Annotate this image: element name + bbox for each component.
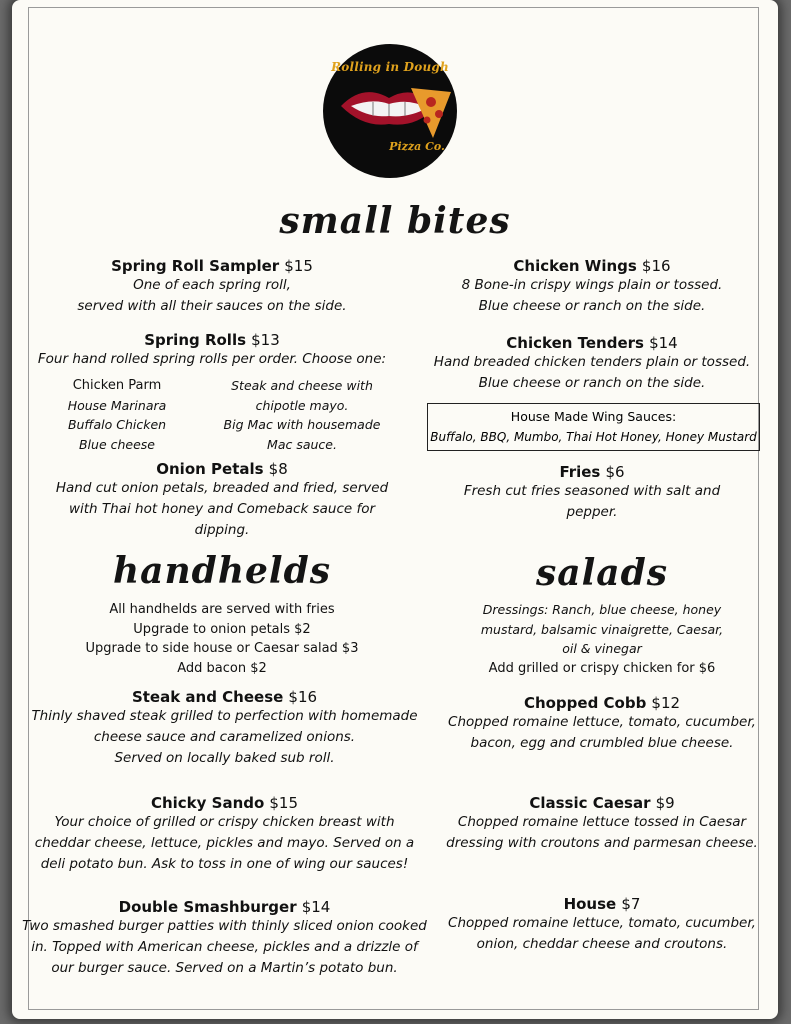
item-price: $12 bbox=[651, 694, 681, 712]
section-title-handhelds: handhelds bbox=[112, 550, 332, 592]
item-price: $16 bbox=[288, 688, 318, 706]
restaurant-logo bbox=[323, 28, 457, 194]
wing-sauces-list: Buffalo, BBQ, Mumbo, Thai Hot Honey, Honey Mustard bbox=[430, 430, 757, 444]
menu-item-onion-petals bbox=[12, 459, 432, 541]
wing-sauces-box bbox=[427, 403, 760, 451]
item-name: Spring Roll Sampler bbox=[111, 257, 280, 275]
item-price: $7 bbox=[621, 895, 641, 913]
item-price: $13 bbox=[251, 331, 280, 349]
menu-item-chopped-cobb bbox=[432, 693, 772, 754]
item-desc-line: Two smashed burger patties with thinly sliced onion cooked bbox=[22, 918, 427, 934]
item-name: Fries bbox=[559, 463, 601, 481]
option-item: Blue cheese bbox=[78, 436, 155, 452]
item-desc-line: Chopped romaine lettuce tossed in Caesar bbox=[457, 814, 747, 830]
item-desc-line: dipping. bbox=[194, 522, 250, 538]
salads-info bbox=[442, 600, 762, 678]
item-desc-line: Thinly shaved steak grilled to perfection with homemade bbox=[31, 708, 418, 724]
item-desc-line: Blue cheese or ranch on the side. bbox=[478, 375, 706, 391]
item-desc-line: Chopped romaine lettuce, tomato, cucumber, bbox=[448, 714, 756, 730]
item-desc-line: Served on locally baked sub roll. bbox=[114, 750, 335, 766]
item-desc-line: cheese sauce and caramelized onions. bbox=[93, 729, 356, 745]
menu-item-chicky-sando bbox=[12, 793, 437, 875]
item-desc-line: Chopped romaine lettuce, tomato, cucumber, bbox=[448, 915, 756, 931]
item-price: $9 bbox=[655, 794, 675, 812]
menu-item-fries bbox=[417, 462, 767, 523]
item-desc-line: Hand breaded chicken tenders plain or tossed. bbox=[433, 354, 751, 370]
item-desc-line: with Thai hot honey and Comeback sauce for bbox=[68, 501, 376, 517]
item-name: Chopped Cobb bbox=[523, 694, 647, 712]
info-line: Upgrade to onion petals $2 bbox=[133, 621, 311, 637]
item-desc-line: pepper. bbox=[566, 504, 618, 520]
option-item: Steak and cheese with bbox=[231, 378, 373, 393]
menu-item-chicken-wings bbox=[417, 256, 767, 317]
menu-item-steak-and-cheese bbox=[12, 687, 437, 769]
item-name: Double Smashburger bbox=[118, 898, 297, 916]
item-name: Classic Caesar bbox=[529, 794, 651, 812]
item-desc-line: served with all their sauces on the side. bbox=[77, 298, 347, 314]
item-desc-line: Four hand rolled spring rolls per order. Choose one: bbox=[37, 351, 387, 367]
item-name: Spring Rolls bbox=[144, 331, 247, 349]
menu-page bbox=[12, 0, 778, 1019]
item-name: Chicky Sando bbox=[150, 794, 265, 812]
add-chicken-line: Add grilled or crispy chicken for $6 bbox=[488, 660, 716, 676]
item-name: Chicken Wings bbox=[513, 257, 637, 275]
item-price: $8 bbox=[268, 460, 288, 478]
section-title-small-bites: small bites bbox=[279, 200, 511, 242]
item-desc-line: Hand cut onion petals, breaded and fried, served bbox=[55, 480, 389, 496]
dressings-line: oil & vinegar bbox=[562, 641, 642, 656]
item-desc-line: dressing with croutons and parmesan cheese. bbox=[446, 835, 758, 851]
item-desc-line: Your choice of grilled or crispy chicken breast with bbox=[54, 814, 395, 830]
item-desc-line: cheddar cheese, lettuce, pickles and mayo. Served on a bbox=[34, 835, 415, 851]
item-name: Chicken Tenders bbox=[506, 334, 644, 352]
item-desc-line: onion, cheddar cheese and croutons. bbox=[476, 936, 728, 952]
item-desc-line: in. Topped with American cheese, pickles and a drizzle of bbox=[31, 939, 418, 955]
item-price: $15 bbox=[284, 257, 313, 275]
item-desc-line: One of each spring roll, bbox=[133, 277, 291, 293]
item-price: $14 bbox=[649, 334, 678, 352]
item-desc-line: bacon, egg and crumbled blue cheese. bbox=[470, 735, 734, 751]
option-item: Buffalo Chicken bbox=[67, 417, 167, 432]
item-desc-line: Fresh cut fries seasoned with salt and bbox=[463, 483, 721, 499]
item-price: $15 bbox=[269, 794, 299, 812]
info-line: Add bacon $2 bbox=[177, 660, 267, 676]
item-price: $16 bbox=[641, 257, 671, 275]
item-desc-line: Blue cheese or ranch on the side. bbox=[478, 298, 706, 314]
logo-subtitle: Pizza Co. bbox=[389, 140, 445, 153]
menu-item-spring-roll-sampler bbox=[12, 256, 412, 317]
menu-item-classic-caesar bbox=[432, 793, 772, 854]
option-item: Mac sauce. bbox=[267, 436, 337, 452]
option-item: Chicken Parm bbox=[72, 378, 162, 393]
section-title-salads: salads bbox=[535, 552, 669, 594]
handhelds-info bbox=[32, 600, 412, 678]
info-line: Upgrade to side house or Caesar salad $3 bbox=[85, 641, 359, 656]
item-desc-line: deli potato bun. Ask to toss in one of wing our sauces! bbox=[40, 856, 409, 872]
menu-item-double-smashburger bbox=[12, 897, 437, 979]
spring-roll-options-right bbox=[212, 376, 392, 454]
menu-item-spring-rolls bbox=[12, 330, 412, 370]
dressings-line: Dressings: Ranch, blue cheese, honey bbox=[482, 602, 722, 617]
menu-item-house-salad bbox=[432, 894, 772, 955]
dressings-line: mustard, balsamic vinaigrette, Caesar, bbox=[480, 621, 724, 637]
item-price: $14 bbox=[301, 898, 331, 916]
wing-sauces-title: House Made Wing Sauces: bbox=[510, 409, 677, 424]
item-name: Steak and Cheese bbox=[131, 688, 284, 706]
item-name: Onion Petals bbox=[156, 460, 264, 478]
item-name: House bbox=[563, 895, 617, 913]
option-item: House Marinara bbox=[67, 397, 167, 413]
spring-roll-options-left bbox=[42, 376, 192, 454]
logo-title: Rolling in Dough bbox=[331, 60, 449, 74]
item-price: $6 bbox=[605, 463, 625, 481]
item-desc-line: 8 Bone-in crispy wings plain or tossed. bbox=[461, 277, 723, 293]
option-item: chipotle mayo. bbox=[255, 397, 349, 413]
menu-item-chicken-tenders bbox=[417, 333, 767, 394]
option-item: Big Mac with housemade bbox=[223, 417, 381, 432]
info-line: All handhelds are served with fries bbox=[109, 602, 335, 617]
item-desc-line: our burger sauce. Served on a Martin’s potato bun. bbox=[51, 960, 398, 976]
